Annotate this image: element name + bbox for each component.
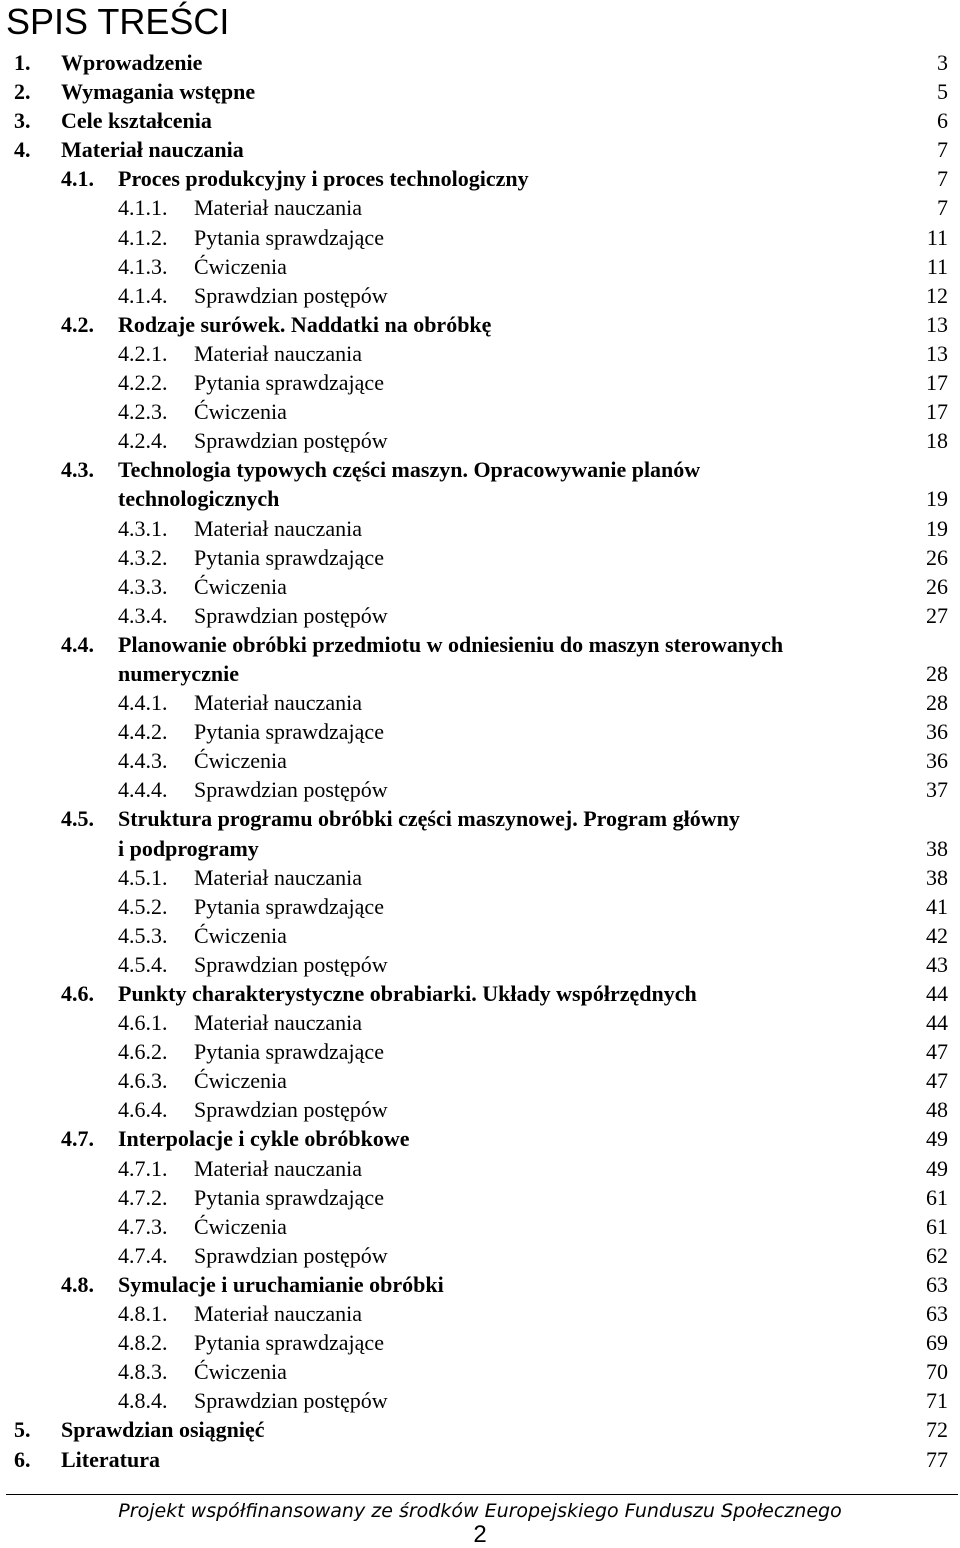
toc-entry-page: 5 xyxy=(937,79,948,105)
toc-entry-page: 70 xyxy=(926,1359,948,1385)
toc-entry-label: Ćwiczenia xyxy=(194,1359,287,1385)
toc-entry[interactable] xyxy=(0,1241,960,1270)
toc-entry[interactable] xyxy=(0,1212,960,1241)
toc-entry-label: Ćwiczenia xyxy=(194,253,287,279)
toc-entry-number: 4.4.1. xyxy=(118,690,168,716)
toc-entry-label: technologicznych xyxy=(118,486,280,512)
toc-entry-page: 38 xyxy=(926,864,948,890)
toc-entry[interactable] xyxy=(0,543,960,572)
toc-entry-label: Pytania sprawdzające xyxy=(194,544,384,570)
toc-entry-page: 36 xyxy=(926,719,948,745)
toc-entry-label: Planowanie obróbki przedmiotu w odniesieniu do maszyn sterowanych xyxy=(118,631,784,657)
toc-entry-number: 4.8.1. xyxy=(118,1301,168,1327)
toc-entry-label: Struktura programu obróbki części maszynowej. Program główny xyxy=(118,806,740,832)
toc-entry[interactable] xyxy=(0,630,960,659)
toc-entry-number: 4.1.2. xyxy=(118,224,168,250)
toc-entry-number: 4.5. xyxy=(61,806,94,832)
toc-entry-label: Materiał nauczania xyxy=(194,340,362,366)
toc-entry[interactable] xyxy=(0,223,960,252)
toc-entry-number: 4.8.3. xyxy=(118,1359,168,1385)
toc-entry-label: Symulacje i uruchamianie obróbki xyxy=(118,1271,444,1297)
toc-entry-label: Literatura xyxy=(61,1446,160,1472)
toc-entry-number: 4.7.3. xyxy=(118,1213,168,1239)
toc-entry[interactable] xyxy=(0,455,960,484)
toc-entry-number: 4.1.3. xyxy=(118,253,168,279)
toc-entry[interactable] xyxy=(0,1066,960,1095)
toc-entry-page: 11 xyxy=(926,224,948,250)
toc-entry[interactable] xyxy=(0,77,960,106)
toc-entry-page: 63 xyxy=(926,1271,948,1297)
toc-entry-page: 28 xyxy=(926,660,948,686)
toc-entry-page: 18 xyxy=(926,428,948,454)
toc-entry[interactable] xyxy=(0,484,960,513)
toc-entry-page: 61 xyxy=(926,1213,948,1239)
toc-entry-page: 62 xyxy=(926,1242,948,1268)
toc-entry-page: 43 xyxy=(926,951,948,977)
toc-entry-label: Materiał nauczania xyxy=(194,195,362,221)
toc-entry-number: 4.2.1. xyxy=(118,340,168,366)
toc-entry-number: 4.8. xyxy=(61,1271,94,1297)
toc-entry-page: 38 xyxy=(926,835,948,861)
toc-entry[interactable] xyxy=(0,106,960,135)
toc-entry-label: Interpolacje i cykle obróbkowe xyxy=(118,1126,410,1152)
toc-entry-number: 4.3.1. xyxy=(118,515,168,541)
toc-entry-label: Ćwiczenia xyxy=(194,748,287,774)
toc-entry-label: Wprowadzenie xyxy=(61,50,203,75)
toc-entry[interactable] xyxy=(0,1154,960,1183)
toc-entry-page: 77 xyxy=(926,1446,948,1472)
toc-entry-label: Pytania sprawdzające xyxy=(194,370,384,396)
toc-entry-label: Sprawdzian postępów xyxy=(194,1242,388,1268)
toc-entry-label: Pytania sprawdzające xyxy=(194,1184,384,1210)
toc-entry-label: Sprawdzian postępów xyxy=(194,951,388,977)
toc-entry[interactable] xyxy=(0,193,960,222)
toc-entry-number: 4.7. xyxy=(61,1126,94,1152)
toc-entry-number: 4.5.3. xyxy=(118,922,168,948)
toc-entry-page: 26 xyxy=(926,544,948,570)
toc-entry-label: numerycznie xyxy=(118,660,239,686)
toc-entry-number: 4.7.1. xyxy=(118,1155,168,1181)
toc-entry-number: 2. xyxy=(14,79,31,105)
toc-entry-label: Rodzaje surówek. Naddatki na obróbkę xyxy=(118,311,492,337)
toc-entry-page: 69 xyxy=(926,1330,948,1356)
toc-entry[interactable] xyxy=(0,717,960,746)
toc-entry-label: Pytania sprawdzające xyxy=(194,224,384,250)
toc-entry-page: 44 xyxy=(926,1010,948,1036)
toc-entry[interactable] xyxy=(0,659,960,688)
toc-entry[interactable] xyxy=(0,1328,960,1357)
toc-entry-number: 4.7.4. xyxy=(118,1242,168,1268)
toc-entry-number: 4.5.2. xyxy=(118,893,168,919)
toc-entry[interactable] xyxy=(0,572,960,601)
toc-entry-label: Technologia typowych części maszyn. Opracowywanie planów xyxy=(118,457,701,483)
toc-entry-page: 48 xyxy=(926,1097,948,1123)
toc-entry-label: Sprawdzian postępów xyxy=(194,777,388,803)
toc-entry-label: Proces produkcyjny i proces technologiczny xyxy=(118,166,529,192)
toc-entry-number: 4.4.3. xyxy=(118,748,168,774)
toc-entry-page: 37 xyxy=(926,777,948,803)
toc-entry-page: 26 xyxy=(926,573,948,599)
toc-entry[interactable] xyxy=(0,281,960,310)
toc-entry-label: Materiał nauczania xyxy=(61,137,244,163)
toc-entry-page: 13 xyxy=(926,340,948,366)
toc-entry[interactable] xyxy=(0,921,960,950)
toc-entry[interactable] xyxy=(0,979,960,1008)
toc-entry-label: Punkty charakterystyczne obrabiarki. Układy współrzędnych xyxy=(118,981,697,1006)
footer-divider xyxy=(6,1494,958,1495)
toc-entry-label: Pytania sprawdzające xyxy=(194,1039,384,1065)
toc-entry-page: 61 xyxy=(926,1184,948,1210)
toc-entry-number: 4.1.1. xyxy=(118,195,168,221)
toc-entry[interactable] xyxy=(0,426,960,455)
toc-entry-page: 7 xyxy=(937,137,948,163)
toc-entry[interactable] xyxy=(0,746,960,775)
toc-entry-page: 47 xyxy=(926,1039,948,1065)
toc-entry-label: Sprawdzian postępów xyxy=(194,1097,388,1123)
toc-entry-label: Materiał nauczania xyxy=(194,1155,362,1181)
toc-entry[interactable] xyxy=(0,1357,960,1386)
toc-entry[interactable] xyxy=(0,1445,960,1474)
toc-entry-page: 36 xyxy=(926,748,948,774)
toc-entry[interactable] xyxy=(0,135,960,164)
toc-entry-number: 4.3.2. xyxy=(118,544,168,570)
toc-entry-number: 4.6.4. xyxy=(118,1097,168,1123)
toc-entry-number: 4.6. xyxy=(61,981,94,1006)
page-title: SPIS TREŚCI xyxy=(6,1,230,42)
toc-entry[interactable] xyxy=(0,1008,960,1037)
toc-entry-label: Materiał nauczania xyxy=(194,690,362,716)
toc-entry[interactable] xyxy=(0,688,960,717)
toc-entry-page: 19 xyxy=(926,486,948,512)
toc-entry-label: Pytania sprawdzające xyxy=(194,893,384,919)
toc-entry-number: 3. xyxy=(14,108,31,134)
toc-entry-page: 11 xyxy=(926,253,948,279)
toc-entry[interactable] xyxy=(0,164,960,193)
page-number: 2 xyxy=(473,1521,487,1548)
toc-entry[interactable] xyxy=(0,950,960,979)
toc-entry-number: 4.6.1. xyxy=(118,1010,168,1036)
toc-entry-label: Materiał nauczania xyxy=(194,1010,362,1036)
toc-entry-label: Ćwiczenia xyxy=(194,399,287,425)
toc-entry-number: 5. xyxy=(14,1417,31,1443)
toc-entry-label: Sprawdzian postępów xyxy=(194,602,388,628)
toc-entry[interactable] xyxy=(0,252,960,281)
toc-entry-label: Sprawdzian postępów xyxy=(194,428,388,454)
toc-entry-number: 4.8.2. xyxy=(118,1330,168,1356)
toc-entry-page: 72 xyxy=(926,1417,948,1443)
toc-entry[interactable] xyxy=(0,1270,960,1299)
toc-entry-number: 4.2.3. xyxy=(118,399,168,425)
toc-entry[interactable] xyxy=(0,1415,960,1444)
toc-entry[interactable] xyxy=(0,514,960,543)
toc-entry-page: 17 xyxy=(926,370,948,396)
toc-entry[interactable] xyxy=(0,892,960,921)
table-of-contents xyxy=(0,48,960,1474)
toc-entry[interactable] xyxy=(0,834,960,863)
toc-entry[interactable] xyxy=(0,863,960,892)
toc-entry-number: 4.4. xyxy=(61,631,94,657)
toc-entry[interactable] xyxy=(0,310,960,339)
toc-entry-number: 4.2. xyxy=(61,311,94,337)
toc-entry-page: 41 xyxy=(926,893,948,919)
toc-entry-label: Materiał nauczania xyxy=(194,1301,362,1327)
toc-entry-number: 4.6.2. xyxy=(118,1039,168,1065)
toc-entry[interactable] xyxy=(0,1386,960,1415)
toc-entry-page: 12 xyxy=(926,282,948,308)
toc-entry-label: Cele kształcenia xyxy=(61,108,212,134)
toc-entry-label: Sprawdzian postępów xyxy=(194,1388,388,1414)
toc-entry-number: 1. xyxy=(14,50,31,75)
toc-entry-label: Ćwiczenia xyxy=(194,1068,287,1094)
toc-entry[interactable] xyxy=(0,368,960,397)
toc-entry[interactable] xyxy=(0,1037,960,1066)
toc-entry-number: 4. xyxy=(14,137,31,163)
toc-entry-page: 6 xyxy=(937,108,948,134)
toc-entry-number: 4.2.2. xyxy=(118,370,168,396)
toc-entry-number: 4.6.3. xyxy=(118,1068,168,1094)
toc-entry-label: Materiał nauczania xyxy=(194,515,362,541)
toc-entry-label: Wymagania wstępne xyxy=(61,79,256,105)
toc-entry[interactable] xyxy=(0,601,960,630)
toc-entry-page: 27 xyxy=(926,602,948,628)
toc-entry[interactable] xyxy=(0,397,960,426)
footer-text: Projekt współfinansowany ze środków Europejskiego Funduszu Społecznego xyxy=(118,1500,842,1522)
toc-entry-number: 4.1. xyxy=(61,166,94,192)
toc-entry-label: Sprawdzian postępów xyxy=(194,282,388,308)
toc-entry-label: Ćwiczenia xyxy=(194,573,287,599)
toc-entry-number: 4.3.4. xyxy=(118,602,168,628)
toc-entry[interactable] xyxy=(0,339,960,368)
toc-entry[interactable] xyxy=(0,48,960,77)
toc-entry-page: 19 xyxy=(926,515,948,541)
toc-entry-number: 6. xyxy=(14,1446,31,1472)
toc-entry-number: 4.5.1. xyxy=(118,864,168,890)
toc-entry-page: 3 xyxy=(937,50,948,75)
toc-entry-page: 49 xyxy=(926,1126,948,1152)
toc-entry-number: 4.3. xyxy=(61,457,94,483)
toc-entry-page: 7 xyxy=(937,195,948,221)
toc-entry[interactable] xyxy=(0,1183,960,1212)
toc-entry[interactable] xyxy=(0,1124,960,1153)
toc-entry-page: 49 xyxy=(926,1155,948,1181)
toc-entry-label: Ćwiczenia xyxy=(194,1213,287,1239)
toc-entry-number: 4.4.2. xyxy=(118,719,168,745)
toc-entry-label: Sprawdzian osiągnięć xyxy=(61,1417,265,1443)
toc-entry[interactable] xyxy=(0,1095,960,1124)
toc-entry-page: 13 xyxy=(926,311,948,337)
toc-entry-number: 4.2.4. xyxy=(118,428,168,454)
toc-entry-label: Pytania sprawdzające xyxy=(194,1330,384,1356)
toc-entry[interactable] xyxy=(0,775,960,804)
toc-entry[interactable] xyxy=(0,804,960,833)
toc-entry-label: Pytania sprawdzające xyxy=(194,719,384,745)
toc-entry-page: 63 xyxy=(926,1301,948,1327)
toc-entry-number: 4.1.4. xyxy=(118,282,168,308)
toc-entry-page: 71 xyxy=(926,1388,948,1414)
toc-entry-number: 4.5.4. xyxy=(118,951,168,977)
toc-entry-page: 17 xyxy=(926,399,948,425)
toc-entry-page: 7 xyxy=(937,166,948,192)
toc-entry-number: 4.3.3. xyxy=(118,573,168,599)
toc-entry-label: Materiał nauczania xyxy=(194,864,362,890)
toc-entry-number: 4.7.2. xyxy=(118,1184,168,1210)
toc-entry[interactable] xyxy=(0,1299,960,1328)
toc-entry-page: 28 xyxy=(926,690,948,716)
toc-entry-number: 4.8.4. xyxy=(118,1388,168,1414)
toc-entry-page: 42 xyxy=(926,922,948,948)
toc-entry-number: 4.4.4. xyxy=(118,777,168,803)
toc-entry-page: 47 xyxy=(926,1068,948,1094)
toc-entry-label: i podprogramy xyxy=(118,835,259,861)
toc-entry-label: Ćwiczenia xyxy=(194,922,287,948)
toc-entry-page: 44 xyxy=(926,981,948,1006)
